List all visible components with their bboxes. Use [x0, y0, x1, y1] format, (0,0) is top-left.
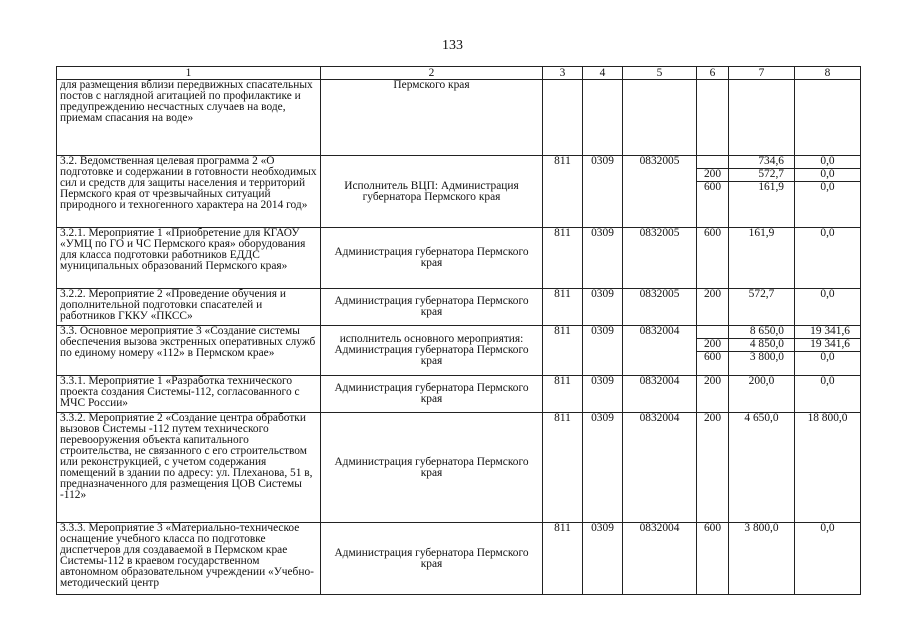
- executor: Администрация губернатора Пермского края: [321, 413, 543, 523]
- executor: исполнитель основного мероприятия: Администрация губернатора Пермского края: [321, 326, 543, 376]
- code-target: 0832004: [623, 376, 697, 413]
- measure-name: 3.2. Ведомственная целевая программа 2 «О подготовке и содержании в готовности необходимых сил и средств для защиты населения и территорий Пермского края от чрезвычайных ситуаций природного и техногенного характера на 2014 год»: [57, 156, 321, 228]
- header-cell: 2: [321, 67, 543, 80]
- amount-2014: 200,0: [729, 376, 795, 413]
- code-admin: 811: [543, 156, 583, 228]
- code-expense-group: [697, 156, 729, 228]
- header-cell: 6: [697, 67, 729, 80]
- executor: Исполнитель ВЦП: Администрация губернатора Пермского края: [321, 156, 543, 228]
- amount-2015: 0,0: [795, 523, 861, 595]
- budget-table: [56, 66, 861, 595]
- header-cell: 7: [729, 67, 795, 80]
- amount-2015-group: [795, 326, 861, 376]
- code-admin: [543, 80, 583, 156]
- code-target: 0832004: [623, 413, 697, 523]
- executor: Администрация губернатора Пермского края: [321, 228, 543, 289]
- code-admin: 811: [543, 289, 583, 326]
- measure-name: 3.3.2. Мероприятие 2 «Создание центра обработки вызовов Системы -112 путем технического перевооружения объекта капитального строительства, не связанного с его строительством или реконструкцией, с учетом содержания помещений в здании по адресу: ул. Плеханова, 51 в, предназначенного для размещения ЦОВ Системы -112»: [57, 413, 321, 523]
- table-header-row: [57, 67, 861, 80]
- amount-2015: 18 800,0: [795, 413, 861, 523]
- amount-2014: 572,7: [729, 169, 794, 182]
- code-target: 0832005: [623, 228, 697, 289]
- amount-2014: 4 850,0: [729, 339, 794, 352]
- header-cell: 4: [583, 67, 623, 80]
- executor: Администрация губернатора Пермского края: [321, 523, 543, 595]
- code-expense: 600: [697, 523, 729, 595]
- code-admin: 811: [543, 326, 583, 376]
- code-section: 0309: [583, 413, 623, 523]
- amount-2014-group: [729, 326, 795, 376]
- code-admin: 811: [543, 413, 583, 523]
- amount-2014: 572,7: [729, 289, 795, 326]
- measure-name: 3.2.2. Мероприятие 2 «Проведение обучения и дополнительной подготовки спасателей и работников ГККУ «ПКСС»: [57, 289, 321, 326]
- amount-2014: 4 650,0: [729, 413, 795, 523]
- table-row: [57, 289, 861, 326]
- amount-2015: 19 341,6: [795, 339, 860, 352]
- amount-2014: [729, 80, 795, 156]
- amount-2014-group: [729, 156, 795, 228]
- code-section: 0309: [583, 289, 623, 326]
- amount-2015: 0,0: [795, 228, 861, 289]
- code-admin: 811: [543, 523, 583, 595]
- table-row: [57, 156, 861, 228]
- code-section: 0309: [583, 228, 623, 289]
- table-row: [57, 376, 861, 413]
- amount-2014: 3 800,0: [729, 523, 795, 595]
- code-expense: 200: [697, 376, 729, 413]
- executor: Администрация губернатора Пермского края: [321, 289, 543, 326]
- amount-2014: 3 800,0: [749, 351, 784, 363]
- amount-2014: 161,9: [758, 181, 784, 193]
- amount-2014: 161,9: [729, 228, 795, 289]
- code-target: 0832005: [623, 289, 697, 326]
- code-expense: 600: [703, 181, 722, 193]
- amount-2014: 8 650,0: [729, 326, 794, 339]
- code-section: 0309: [583, 376, 623, 413]
- code-section: 0309: [583, 326, 623, 376]
- table-row: [57, 413, 861, 523]
- code-target: 0832005: [623, 156, 697, 228]
- amount-2015: 0,0: [795, 289, 861, 326]
- code-admin: 811: [543, 228, 583, 289]
- amount-2015-group: [795, 156, 861, 228]
- code-expense: [697, 80, 729, 156]
- executor: Пермского края: [321, 80, 543, 156]
- amount-2015: 0,0: [795, 376, 861, 413]
- code-expense: 200: [697, 169, 728, 182]
- code-expense: 200: [697, 413, 729, 523]
- code-target: 0832004: [623, 523, 697, 595]
- code-section: 0309: [583, 156, 623, 228]
- code-expense: 200: [697, 289, 729, 326]
- code-section: 0309: [583, 523, 623, 595]
- amount-2015: [795, 80, 861, 156]
- header-cell: 3: [543, 67, 583, 80]
- code-section: [583, 80, 623, 156]
- page-number: 133: [442, 38, 463, 53]
- measure-name: 3.3. Основное мероприятие 3 «Создание системы обеспечения вызова экстренных оперативных служб по единому номеру «112» в Пермском крае»: [57, 326, 321, 376]
- code-expense: 600: [697, 228, 729, 289]
- code-expense: 200: [697, 339, 728, 352]
- amount-2015: 0,0: [795, 169, 860, 182]
- measure-name: 3.2.1. Мероприятие 1 «Приобретение для КГАОУ «УМЦ по ГО и ЧС Пермского края» оборудования для класса подготовки работников ЕДДС муниципальных образований Пермского края»: [57, 228, 321, 289]
- amount-2015: 0,0: [795, 156, 860, 169]
- amount-2015: 0,0: [820, 181, 835, 193]
- executor: Администрация губернатора Пермского края: [321, 376, 543, 413]
- measure-name: 3.3.1. Мероприятие 1 «Разработка технического проекта создания Системы-112, согласованного с МЧС России»: [57, 376, 321, 413]
- table-row: [57, 228, 861, 289]
- code-expense-group: [697, 326, 729, 376]
- table-row: [57, 326, 861, 376]
- table-row: [57, 80, 861, 156]
- amount-2015: 0,0: [820, 351, 835, 363]
- header-cell: 8: [795, 67, 861, 80]
- measure-name: для размещения вблизи передвижных спасательных постов с наглядной агитацией по профилактике и предупреждению несчастных случаев на воде, приемам спасания на воде»: [57, 80, 321, 156]
- code-admin: 811: [543, 376, 583, 413]
- header-cell: 1: [57, 67, 321, 80]
- code-target: 0832004: [623, 326, 697, 376]
- header-cell: 5: [623, 67, 697, 80]
- code-target: [623, 80, 697, 156]
- code-expense: 600: [703, 351, 722, 363]
- amount-2014: 734,6: [729, 156, 794, 169]
- amount-2015: 19 341,6: [795, 326, 860, 339]
- table-row: [57, 523, 861, 595]
- measure-name: 3.3.3. Мероприятие 3 «Материально-техническое оснащение учебного класса по подготовке диспетчеров для создаваемой в Пермском крае Системы-112 в краевом государственном автономном образовательном учреждении «Учебно-методический центр: [57, 523, 321, 595]
